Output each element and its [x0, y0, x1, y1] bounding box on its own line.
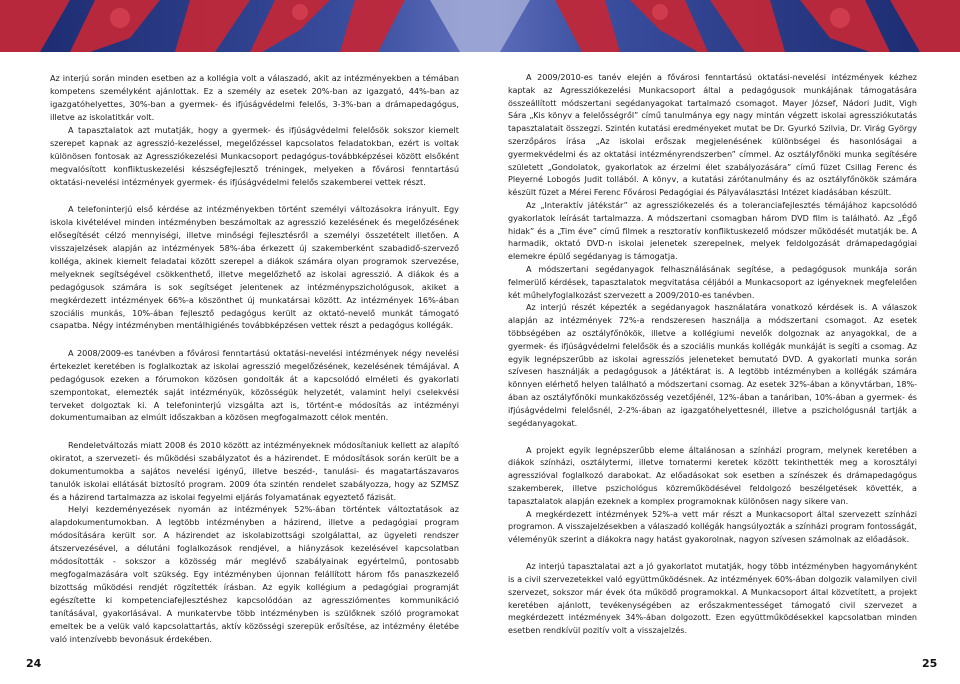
paragraph: A 2008/2009-es tanévben a fővárosi fenntartású oktatási-nevelési intézmények négy nevelési értekezlet keretében is foglalkoztak az iskolai agresszió megelőzésének, kezelésének témájával. A pedagógusok ezeken a fórumokon közösen gondolták át a kapcsolódó elméleti és gyakorlati szempontokat, elemezték saját intézményük, közösségük helyzetét, valamint helyi cselekvési terveket dolgoztak ki. A telefoninterjú vizsgálta azt is, történt-e módosítás az intézményi dokumentumaiban az elmúlt időszakban a közösen megfogalmazott célok mentén.	[50, 347, 459, 423]
paragraph: A tapasztalatok azt mutatják, hogy a gyermek- és ifjúságvédelmi felelősök sokszor kiemelt szerepet kapnak az agresszió-kezeléssel, megelőzéssel kapcsolatos feladatokban, ezért is voltak különösen fontosak az Agressziókezelési Munkacsoport pedagógus-továbbképzései között elsőként megvalósított konfliktuskezelési készségfejlesztő tréningek, melyeken a fővárosi fenntartású oktatási-nevelési intézmények gyermek- és ifjúságvédelmi felelős szakemberei vettek részt.	[50, 124, 459, 187]
right-page-column	[508, 72, 917, 638]
left-page-column	[50, 72, 459, 646]
paragraph: A módszertani segédanyagok felhasználásának segítése, a pedagógusok munkája során felmerülő kérdések, tapasztalatok megvitatása céljából a Munkacsoport az igényeknek megfelelően két műhelyfoglalkozást szervezett a 2009/2010-es tanévben.	[508, 264, 917, 300]
paragraph: Az interjú során minden esetben az a kollégia volt a válaszadó, akit az intézményekben a témában kompetens személyként ajánlottak. Ez a személy az esetek 20%-ban az igazgató, 44%-ban az igazgatóhelyettes, 30%-ban a gyermek- és ifjúságvédelmi felelős, 3-3%-ban a drámapedagógus, illetve az iskolatitkár volt.	[50, 73, 459, 122]
paragraph: Az „Interaktív játékstár” az agressziókezelés és a toleranciafejlesztés témájához kapcsolódó gyakorlatok leírását tartalmazza. A módszertani csomagban három DVD film is található. Az „Égő hidak” és a „Tim éve” című filmek a resztoratív konfliktuskezelő módszer működését mutatják be. A harmadik, oktató DVD-n iskolai jelenetek szerepelnek, melyek feldolgozását drámapedagógiai elemekre épülő segédanyag is támogatja.	[508, 200, 917, 262]
paragraph: A telefoninterjú első kérdése az intézményekben történt személyi változásokra irányult. Egy iskola kivételével minden intézményben beszámoltak az agresszió kezelésének és megelőzésének elősegítését célzó mennyiségi, illetve minőségi fejlesztésről a személyi összetételt illetően. A visszajelzések alapján az intézmények 58%-ába érkezett új szakemberként szabadidő-szervező kolléga, akinek kiemelt feladatai között szerepel a diákok számára olyan programok szervezése, melyeknek segítségével csökkenthető, illetve megelőzhető az iskolai agresszió. A diákok és a pedagógusok számára is sok segítséget jelentenek az intézménypszichológusok, akiket a megkérdezett intézmények 66%-a köszönthet új munkatársai között. Az intézmények 16%-ában szociális munkás, 10%-ában fejlesztő pedagógus került az oktató-nevelő munkát támogató csapatba. Négy intézményben mentálhigiénés továbbképzésen vettek részt a pedagógus kollégák.	[50, 203, 459, 331]
paragraph: A 2009/2010-es tanév elején a fővárosi fenntartású oktatási-nevelési intézmények kézhez kaptak az Agressziókezelési Munkacsoport által a pedagógusok munkájának támogatására összeállított módszertani segédanyagokat tartalmazó csomagot. Mayer József, Nádori Judit, Vigh Sára „Kis könyv a felelősségről” című tanulmánya egy nagy mintán végzett iskolai agressziókutatás tapasztalatait összegzi. Szintén kutatási eredményeket mutat be Dr. Gyurkó Szilvia, Dr. Virág György szerzőpáros írása „Az iskolai erőszak megjelenésének különbségei és hasonlóságai a gyermekvédelmi és az oktatási intézményrendszerben” címmel. Az osztályfőnöki munka segítésére született „Gondolatok, gyakorlatok az érzelmi élet szabályozására” című füzet Csillag Ferenc és Pleyerné Lobogós Judit tollából. A könyv, a kutatási zárótanulmány és az osztályfőnökök számára készült füzet a Mérei Ferenc Fővárosi Pedagógiai és Pályaválasztási Intézet kiadásában készült.	[508, 73, 917, 198]
decorative-header-banner	[0, 0, 960, 52]
paragraph: Az interjú részét képezték a segédanyagok használatára vonatkozó kérdések is. A válaszok alapján az intézmények 72%-a rendszeresen használja a módszertani csomagot. Az esetek többségében az osztályfőnökök, illetve a kollégiumi nevelők dolgoznak az anyagokkal, de a gyermek- és ifjúságvédelmi felelősök és a szociális munkás kollégák munkáját is segíti a csomag. Az egyik legnépszerűbb az iskolai agresszíós jeleneteket bemutató DVD. A gyakorlati munka során szívesen használják a pedagógusok a Játéktárat is. A legtöbb intézményben a kollégák számára könnyen elérhető helyen található a módszertani csomag. Az esetek 32%-ában a könyvtárban, 18%-ában az osztályfőnöki munkaközösség vezetőjénél, 12%-ában a tanáriban, 10%-ában a gyermek- és ifjúságvédelmi felelősnél, 2-2%-ában az igazgatóhelyettesnél, illetve a pszichológusnál tartják a segédanyagokat.	[508, 303, 917, 428]
paragraph: Az interjú tapasztalatai azt a jó gyakorlatot mutatják, hogy több intézményben hagyományként is a civil szervezetekkel való együttműködésnek. Az intézmények 60%-ában dolgozik valamilyen civil szervezet, sokszor már évek óta működő programokkal. A Munkacsoport által közvetített, a projekt keretében ajánlott, tevékenységében az erőszakmentességet támogató civil szervezet a megkérdezett intézmények 34%-ában dolgozott. Ezen együttműködésekkel kapcsolatban minden esetben rendkívül pozitív volt a visszajelzés.	[508, 562, 917, 636]
page-number-right: 25	[922, 657, 938, 670]
paragraph: A megkérdezett intézmények 52%-a vett már részt a Munkacsoport által szervezett színházi programon. A visszajelzésekben a válaszadó kollégák hangsúlyozták a színházi program fontosságát, véleményük szerint a diákokra nagy hatást gyakorolnak, nagyon szívesen számolnak az előadások.	[508, 509, 917, 545]
paragraph: A projekt egyik legnépszerűbb eleme általánosan a színházi program, melynek keretében a diákok színházi, osztálytermi, illetve tornatermi keretek között tekinthették meg a korosztályi agresszióval foglalkozó darabokat. Az előadásokat sok esetben a színészek és drámapedagógus szakemberek, illetve pszichológus közreműködésével feldolgozó beszélgetések követték, a tapasztalatok alapján ezeknek a komplex programoknak különösen nagy sikere van.	[508, 445, 917, 506]
page-number-left: 24	[26, 657, 42, 670]
paragraph: Helyi kezdeményezések nyomán az intézmények 52%-ában történtek változtatások az alapdokumentumokban. A legtöbb intézményben a házirend, illetve a pedagógiai program módosítására került sor. A házirendet az iskolabizottsági szolgálattal, az ügyeleti rendszer átszervezésével, a délutáni foglalkozások rendjével, a hiányzások kezelésével kapcsolatban módosították - sokszor a közösség már meglévő szabályainak egyértelmű, pontosabb megfogalmazására volt szükség. Egy intézményben újonnan felállított három fős panaszkezelő bizottság működési rendjét rögzítették írásban. Az egyik kollégium a pedagógiai programját egészítette ki kompetenciafejlesztéshez kapcsolódóan az agressziómentes kommunikáció tanításával, gyakorlásával. A munkatervbe több intézményben is szülőknek szóló programokat emeltek be a velük való kapcsolattartás, aktív közösségi szerepük erősítése, az intézmény életébe való intenzívebb bevonásuk érdekében.	[50, 504, 459, 645]
paragraph: Rendeletváltozás miatt 2008 és 2010 között az intézményeknek módosítaniuk kellett az alapító okiratot, a szervezeti- és működési szabályzatot és a házirendet. E módosítások során került be a dokumentumokba a sajátos nevelési igényű, illetve beszéd-, tanulási- és magatartászavaros tanulók iskolai ellátását biztosító program. 2009 óta szintén rendelet szabályozza, hogy az SZMSZ és a házirend tartalmazza az iskolai fegyelmi eljárás folyamatának egyeztető fázisát.	[50, 439, 459, 502]
banner-pattern	[0, 0, 960, 52]
